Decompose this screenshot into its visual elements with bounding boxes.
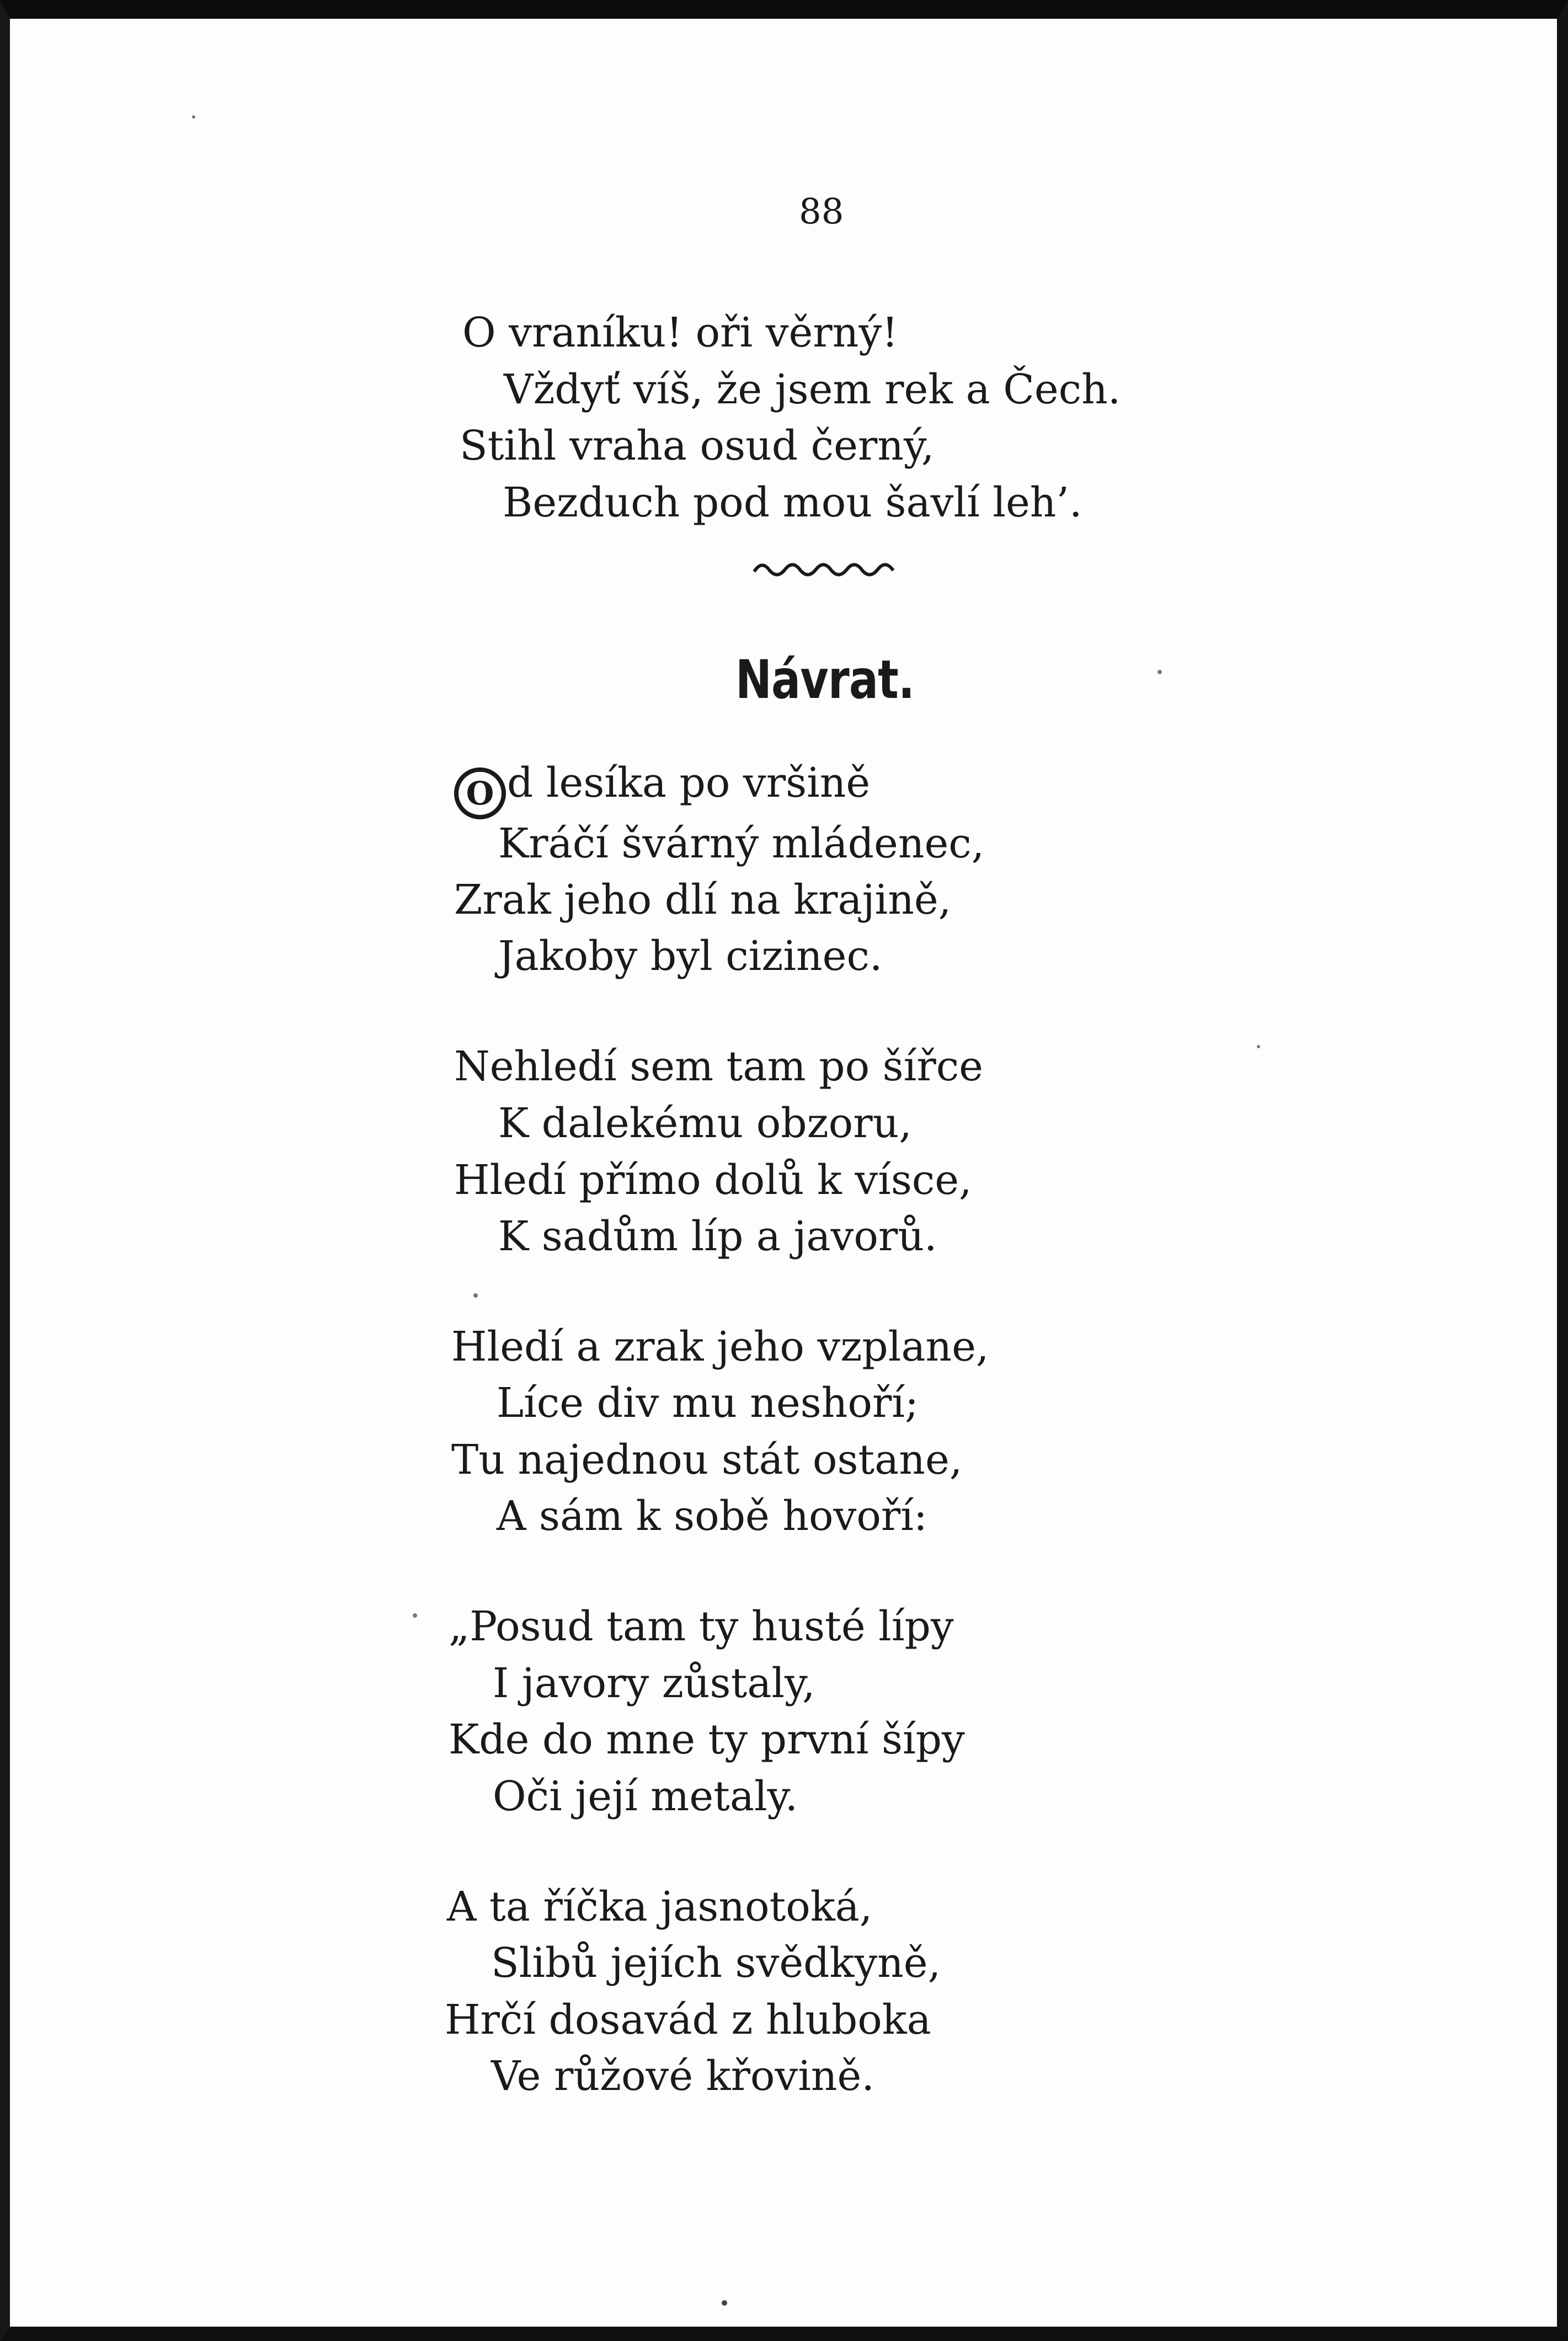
poem-line: Tu najednou stát ostane, — [451, 1436, 963, 1484]
wave-ornament-icon — [752, 555, 895, 579]
scan-speck — [1257, 1045, 1260, 1048]
poem-line: Oči její metaly. — [493, 1773, 798, 1820]
scan-speck — [722, 2300, 727, 2306]
poem-line: Vždyť víš, že jsem rek a Čech. — [504, 366, 1121, 413]
scan-speck — [413, 1613, 417, 1618]
poem-line: Kráčí švárný mládenec, — [498, 820, 985, 867]
poem-line: Zrak jeho dlí na krajině, — [454, 876, 952, 924]
scan-speck — [1158, 670, 1162, 674]
page-number: 88 — [799, 191, 844, 232]
poem-line: Nehledí sem tam po šířce — [454, 1043, 983, 1090]
poem-line: A sám k sobě hovoří: — [497, 1492, 927, 1540]
poem-line: I javory zůstaly, — [493, 1660, 815, 1707]
poem-line: Slibů jejích svědkyně, — [491, 1939, 941, 1987]
drop-cap-initial: O — [454, 767, 506, 819]
poem-line: Líce div mu neshoří; — [497, 1379, 919, 1427]
poem-title: Návrat. — [735, 649, 915, 711]
poem-line: Hledí a zrak jeho vzplane, — [451, 1323, 989, 1371]
poem-line: Ve růžové křovině. — [491, 2052, 874, 2100]
poem-line: Hrčí dosavád z hluboka — [445, 1996, 931, 2044]
poem-line: Kde do mne ty první šípy — [449, 1716, 965, 1763]
scan-speck — [192, 115, 195, 119]
poem-line: O vraníku! oři věrný! — [462, 309, 898, 356]
poem-line: K sadům líp a javorů. — [498, 1213, 937, 1260]
poem-line: Jakoby byl cizinec. — [498, 932, 883, 980]
poem-line: Bezduch pod mou šavlí leh’. — [503, 479, 1082, 526]
poem-line: Hledí přímo dolů k vísce, — [454, 1156, 972, 1204]
scan-speck — [473, 1293, 478, 1298]
poem-line: K dalekému obzoru, — [498, 1100, 912, 1147]
poem-line: Stihl vraha osud černý, — [460, 422, 935, 470]
poem-line: d lesíka po vršině — [507, 759, 871, 807]
poem-line: „Posud tam ty husté lípy — [449, 1603, 954, 1650]
poem-first-line — [454, 759, 871, 819]
poem-line: A ta říčka jasnotoká, — [447, 1883, 873, 1931]
